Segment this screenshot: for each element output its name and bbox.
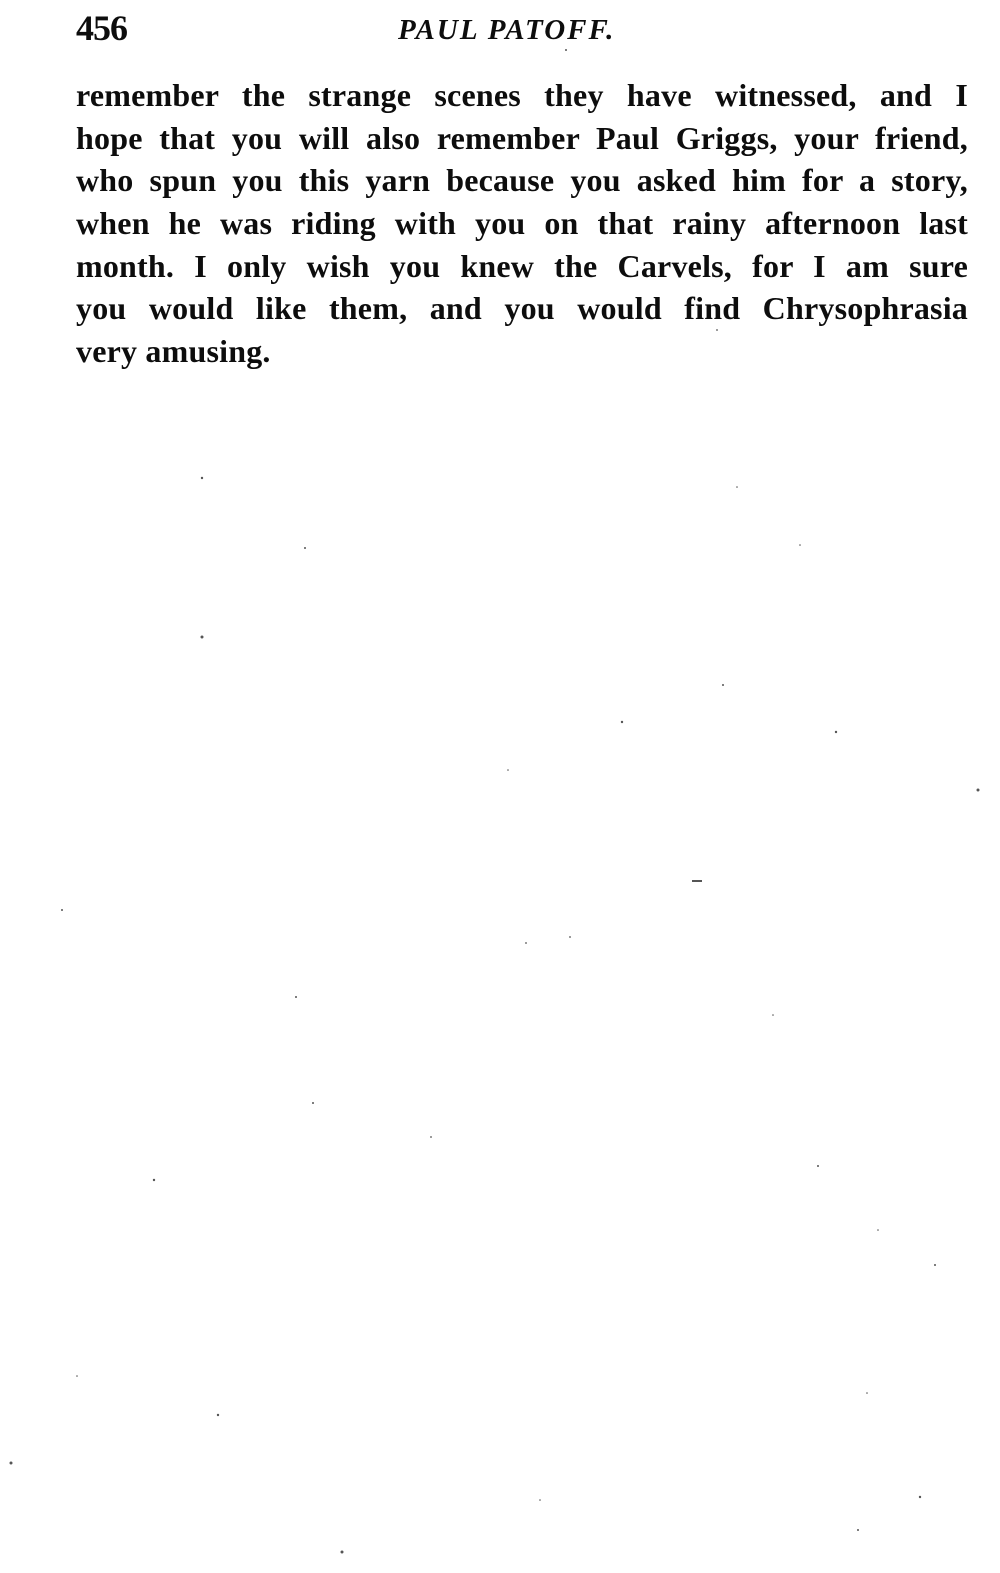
text-line: who spun you this yarn because you asked him for a story, — [76, 162, 968, 199]
text-line: month. I only wish you knew the Carvels, for I am sure — [76, 247, 968, 284]
text-line: remember the strange scenes they have witnessed, and I — [76, 77, 968, 113]
body-paragraph — [76, 74, 968, 373]
text-line: hope that you will also remember Paul Griggs, your friend, — [76, 119, 968, 156]
text-line: when he was riding with you on that rainy afternoon last — [76, 205, 968, 242]
text-line: very amusing. — [76, 333, 271, 370]
text-line: you would like them, and you would find Chrysophrasia — [76, 290, 968, 327]
running-title: PAUL PATOFF. — [398, 14, 616, 46]
running-head — [76, 6, 966, 50]
page-number: 456 — [76, 8, 127, 48]
